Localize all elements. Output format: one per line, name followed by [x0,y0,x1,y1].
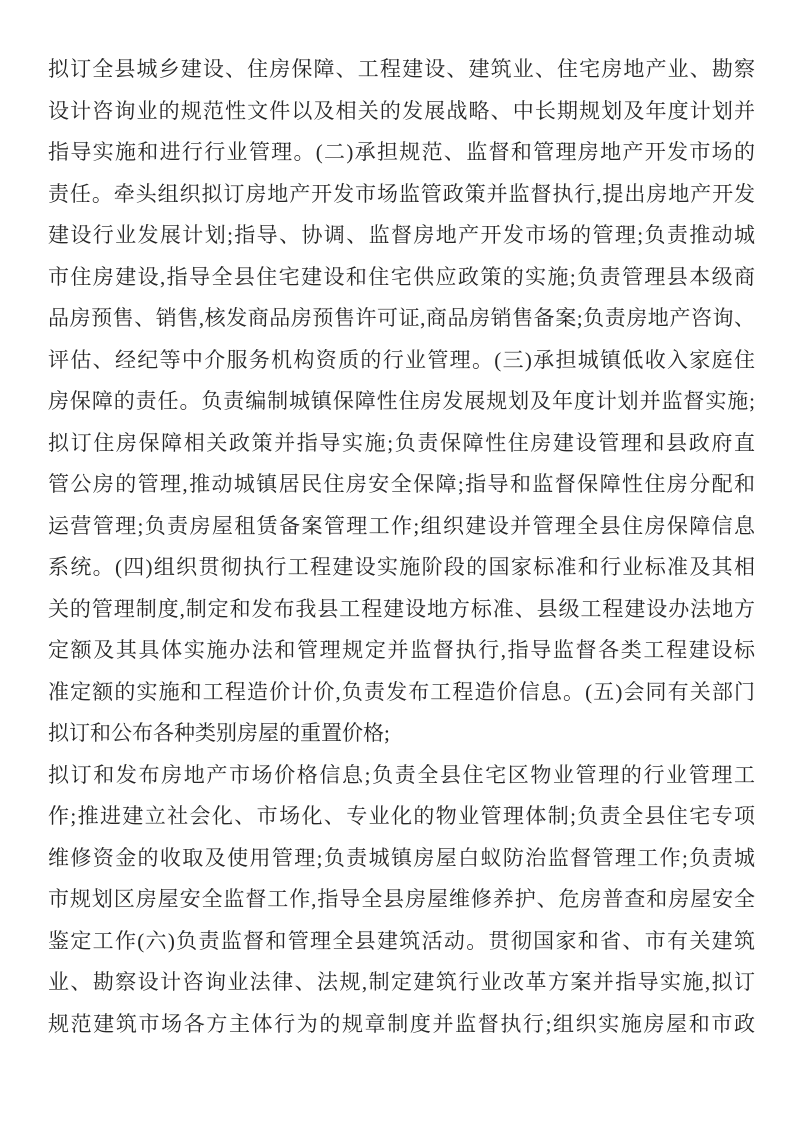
text-line: 管公房的管理,推动城镇居民住房安全保障;指导和监督保障性住房分配和 [48,472,755,496]
text-line: 准定额的实施和工程造价计价,负责发布工程造价信息。(五)会同有关部门 [48,679,755,704]
document-body-text [48,49,755,1045]
text-line: 维修资金的收取及使用管理;负责城镇房屋白蚁防治监督管理工作;负责城 [48,845,755,870]
text-line: 规范建筑市场各方主体行为的规章制度并监督执行;组织实施房屋和市政 [48,1011,755,1036]
text-line: 评估、经纪等中介服务机构资质的行业管理。(三)承担城镇低收入家庭住 [48,347,755,372]
text-line: 市规划区房屋安全监督工作,指导全县房屋维修养护、危房普查和房屋安全 [48,887,755,911]
text-line: 指导实施和进行行业管理。(二)承担规范、监督和管理房地产开发市场的 [48,140,755,164]
text-line: 拟订全县城乡建设、住房保障、工程建设、建筑业、住宅房地产业、勘察 [48,57,755,81]
text-line: 作;推进建立社会化、市场化、专业化的物业管理体制;负责全县住宅专项 [48,804,755,828]
text-line: 系统。(四)组织贯彻执行工程建设实施阶段的国家标准和行业标准及其相 [48,555,755,579]
text-line-paragraph-end: 拟订和公布各种类别房屋的重置价格; [48,721,390,745]
text-line: 品房预售、销售,核发商品房预售许可证,商品房销售备案;负责房地产咨询、 [48,306,755,330]
text-line: 建设行业发展计划;指导、协调、监督房地产开发市场的管理;负责推动城 [48,223,755,247]
text-line: 房保障的责任。负责编制城镇保障性住房发展规划及年度计划并监督实施; [48,389,755,413]
text-line: 拟订住房保障相关政策并指导实施;负责保障性住房建设管理和县政府直 [48,430,755,455]
text-line: 鉴定工作(六)负责监督和管理全县建筑活动。贯彻国家和省、市有关建筑 [48,928,755,953]
text-line: 定额及其具体实施办法和管理规定并监督执行,指导监督各类工程建设标 [48,638,755,662]
text-line: 责任。牵头组织拟订房地产开发市场监管政策并监督执行,提出房地产开发 [48,181,755,206]
text-line: 拟订和发布房地产市场价格信息;负责全县住宅区物业管理的行业管理工 [48,762,755,787]
text-line: 运营管理;负责房屋租赁备案管理工作;组织建设并管理全县住房保障信息 [48,513,755,538]
text-line: 关的管理制度,制定和发布我县工程建设地方标准、县级工程建设办法地方 [48,596,755,621]
text-line: 市住房建设,指导全县住宅建设和住宅供应政策的实施;负责管理县本级商 [48,264,755,289]
text-line: 业、勘察设计咨询业法律、法规,制定建筑行业改革方案并指导实施,拟订 [48,970,755,994]
text-line: 设计咨询业的规范性文件以及相关的发展战略、中长期规划及年度计划并 [48,98,755,123]
